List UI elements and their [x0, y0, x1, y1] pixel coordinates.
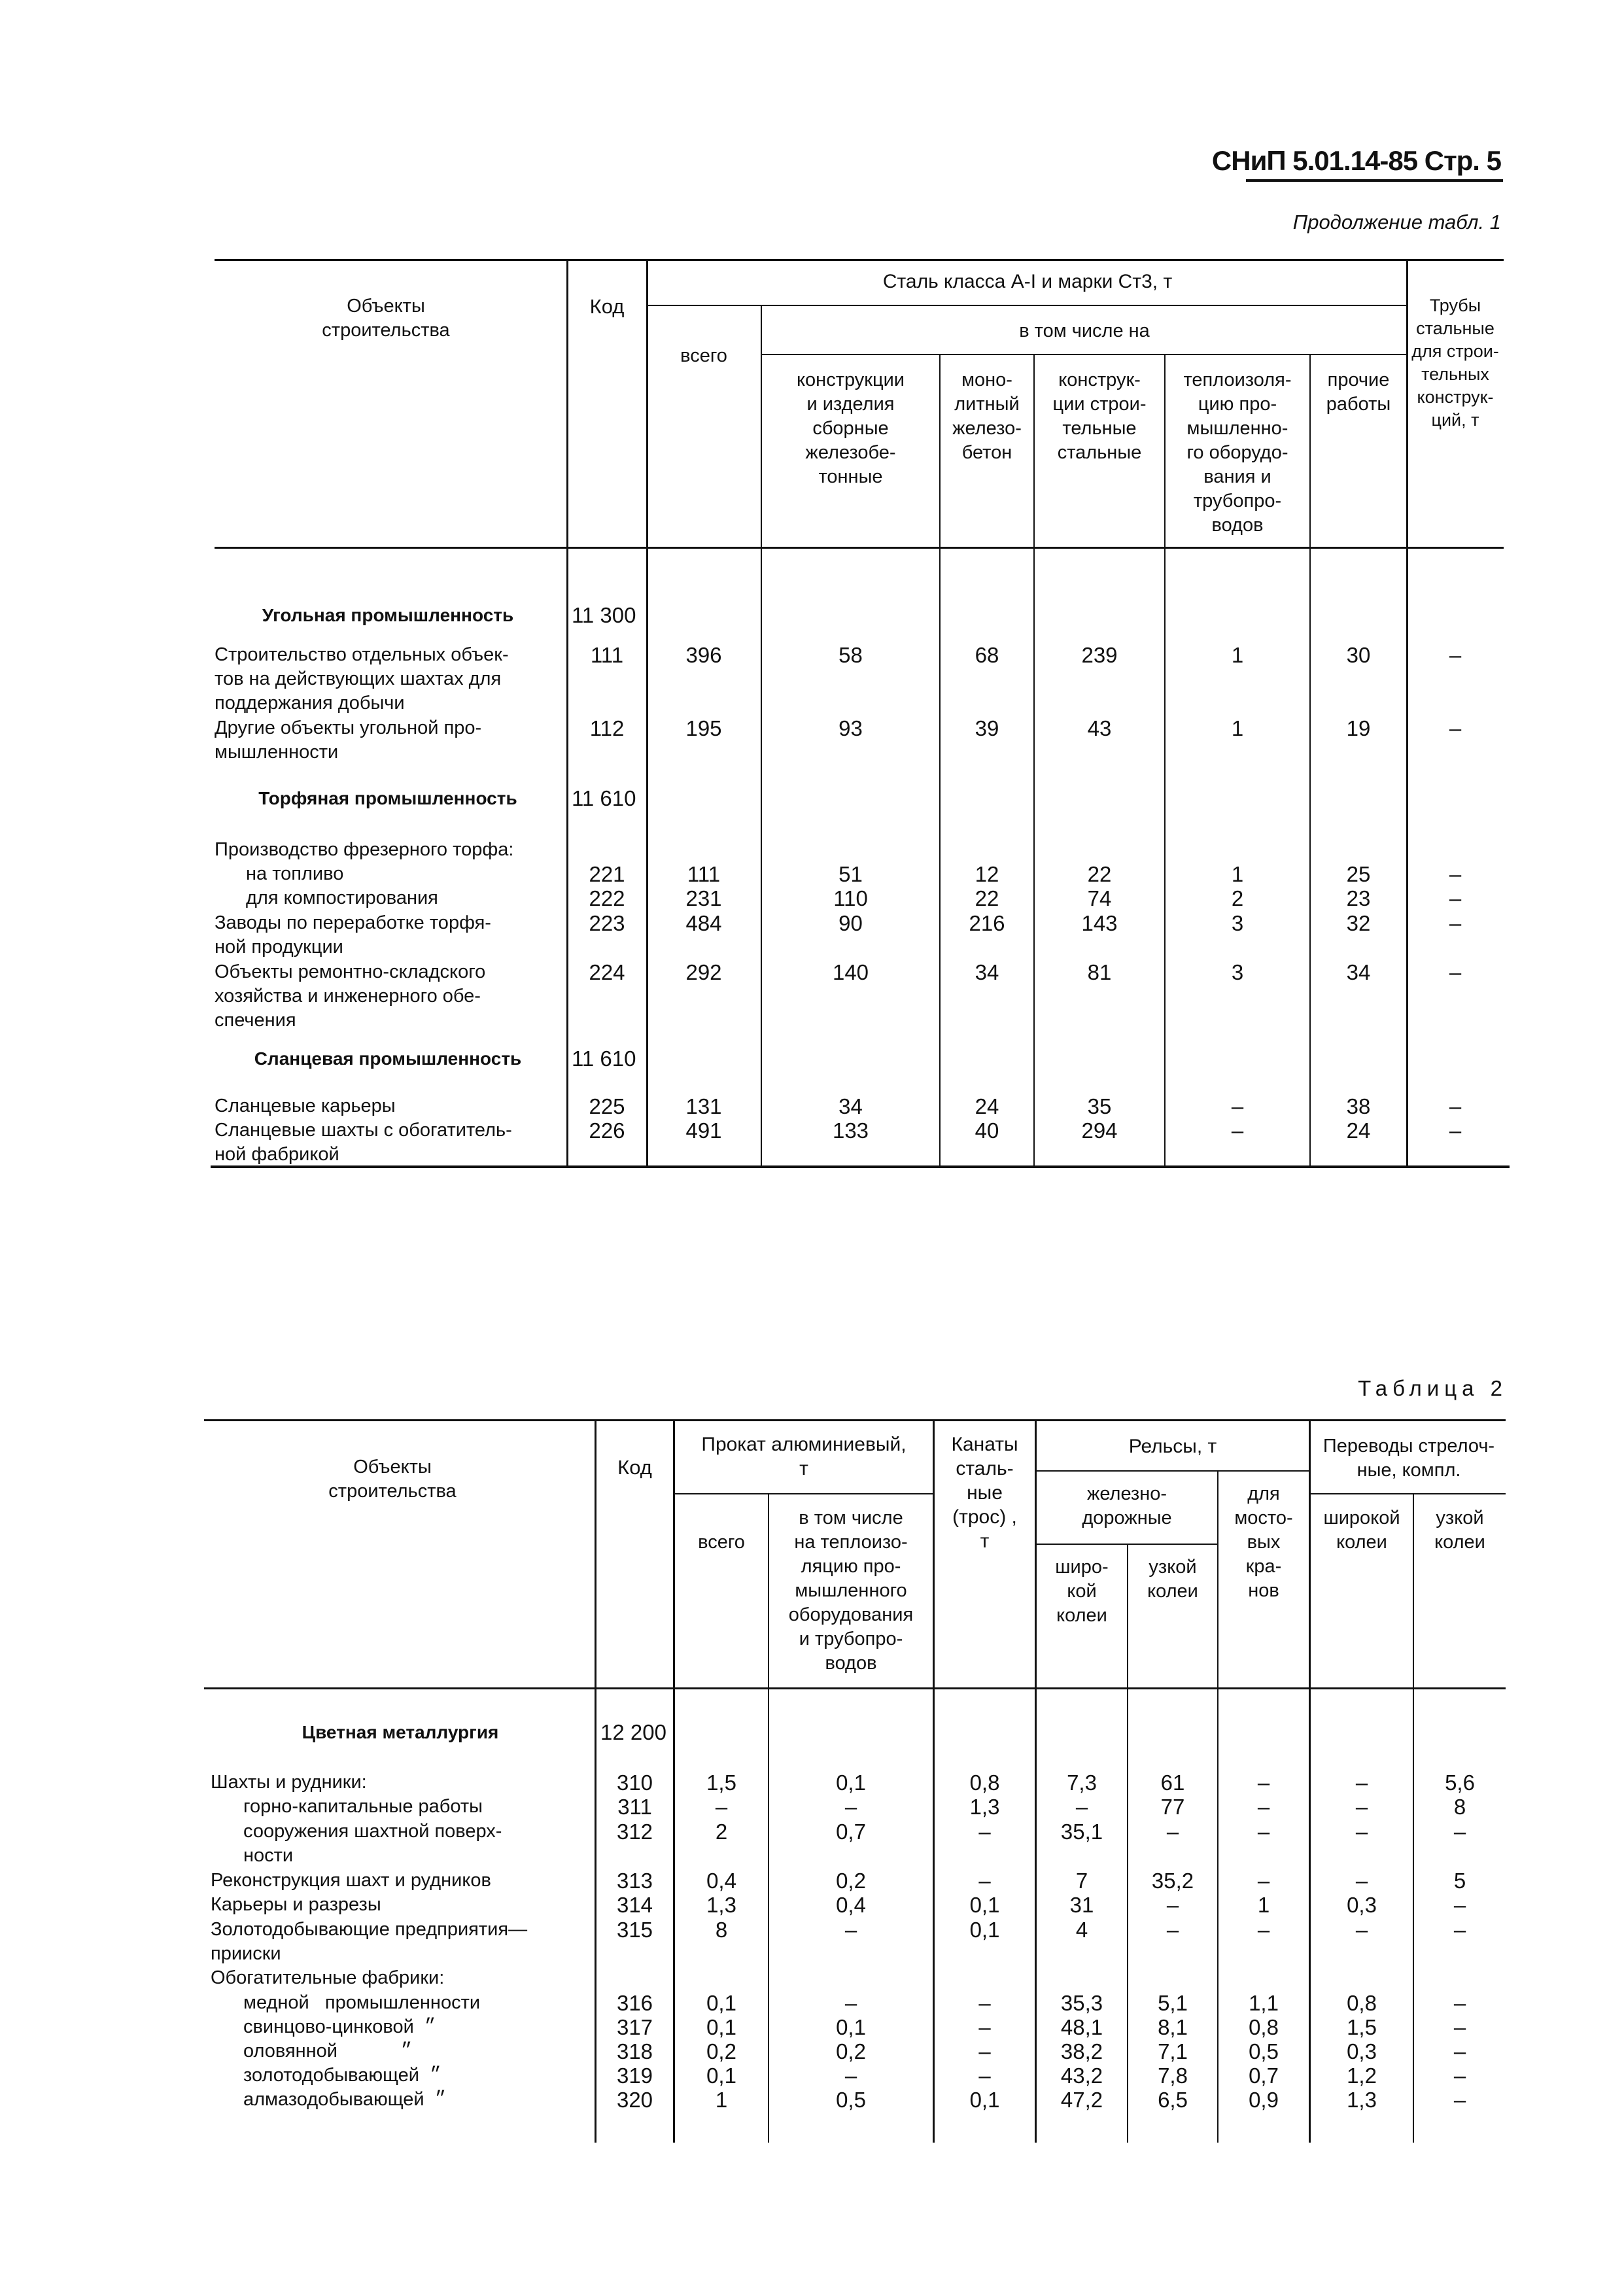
table-cell: 239 — [1081, 643, 1118, 667]
table-cell: – — [1355, 1820, 1368, 1844]
t1-header-objects: Объекты строительства — [322, 296, 450, 341]
table-cell: 24 — [1346, 1118, 1371, 1143]
table-cell: 0,8 — [969, 1770, 1000, 1795]
row-code: 112 — [589, 716, 625, 740]
table-cell: 131 — [685, 1094, 722, 1118]
table-cell: 32 — [1346, 911, 1371, 935]
row-label: на топливо — [246, 863, 344, 884]
table-cell: 8 — [1453, 1795, 1466, 1819]
table-cell: 195 — [685, 716, 722, 740]
table-cell: 0,2 — [836, 1869, 866, 1893]
row-code: 311 — [617, 1795, 652, 1819]
row-label: Сланцевые карьеры — [215, 1096, 396, 1116]
table-cell: – — [1449, 911, 1462, 935]
table-cell: 40 — [975, 1118, 999, 1143]
t2-switch-group-rule — [1309, 1493, 1506, 1494]
t1-header-sub3: конструк- ции строи- тельные стальные — [1052, 370, 1147, 463]
table-cell: 38 — [1346, 1094, 1371, 1118]
table-cell: – — [1257, 1869, 1270, 1893]
table-cell: – — [978, 2039, 991, 2063]
table-cell: 1 — [1231, 862, 1244, 886]
t2-header-rail-wide: широ- кой колеи — [1055, 1557, 1109, 1626]
table-cell: – — [1355, 1795, 1368, 1819]
table-cell: – — [1166, 1918, 1179, 1942]
table-cell: 90 — [838, 911, 863, 935]
table-cell: 25 — [1346, 862, 1371, 886]
row-code: 319 — [616, 2063, 653, 2088]
table-cell: – — [1453, 2015, 1466, 2039]
table-cell: – — [1257, 1820, 1270, 1844]
t1-header-sub2: моно- литный железо- бетон — [952, 370, 1022, 463]
section-label: Сланцевая промышленность — [254, 1048, 522, 1069]
table-cell: 0,8 — [1347, 1991, 1377, 2015]
table-cell: 0,5 — [1249, 2039, 1279, 2063]
table-cell: 23 — [1346, 886, 1371, 910]
table-cell: 3 — [1231, 911, 1244, 935]
table-cell: – — [1449, 1094, 1462, 1118]
table-cell: 5 — [1453, 1869, 1466, 1893]
table-cell: 111 — [687, 862, 721, 886]
table-cell: – — [1453, 1991, 1466, 2015]
table-cell: 0,2 — [706, 2039, 736, 2063]
table-cell: 51 — [838, 862, 863, 886]
row-label: алмазодобывающей ״ — [243, 2089, 447, 2110]
table-cell: 5,6 — [1445, 1770, 1475, 1795]
t2-header-rail-crane: для мосто- вых кра- нов — [1234, 1483, 1293, 1601]
row-label: для компостирования — [246, 888, 438, 908]
t2-header-code: Код — [617, 1456, 652, 1479]
table-cell: – — [1453, 1918, 1466, 1942]
t2-header-alu-total: всего — [698, 1532, 745, 1553]
table-cell: 1 — [1231, 716, 1244, 740]
row-label: Шахты и рудники: — [211, 1772, 367, 1793]
table-cell: 6,5 — [1158, 2088, 1188, 2112]
table-cell: – — [1449, 1118, 1462, 1143]
t2-header-switch-wide: широкой колеи — [1323, 1508, 1400, 1553]
table-cell: 58 — [838, 643, 863, 667]
table-cell: 133 — [832, 1118, 869, 1143]
table-cell: 34 — [1346, 960, 1371, 984]
table-cell: – — [978, 1991, 991, 2015]
row-label: золотодобывающей ״ — [243, 2065, 441, 2086]
table-cell: 38,2 — [1060, 2039, 1103, 2063]
row-code: 222 — [589, 886, 625, 910]
document-reference: СНиП 5.01.14-85 Стр. 5 — [1211, 145, 1501, 176]
table-cell: 0,9 — [1249, 2088, 1279, 2112]
table-cell: – — [1453, 1893, 1466, 1917]
table-cell: 143 — [1081, 911, 1118, 935]
row-code: 226 — [589, 1118, 625, 1143]
row-code: 313 — [616, 1869, 653, 1893]
table-cell: 2 — [1231, 886, 1244, 910]
table-cell: 0,5 — [836, 2088, 866, 2112]
t1-header-sub1: конструкции и изделия сборные железобе- тонные — [797, 370, 905, 487]
row-code: 223 — [589, 911, 625, 935]
row-code: 11 610 — [572, 786, 636, 810]
t2-caption: Таблица 2 — [1358, 1376, 1508, 1400]
table-cell: 1,1 — [1249, 1991, 1279, 2015]
table-cell: 0,1 — [836, 1770, 866, 1795]
table-cell: 68 — [975, 643, 999, 667]
table-cell: 294 — [1081, 1118, 1118, 1143]
row-label: свинцово-цинковой ״ — [243, 2016, 436, 2037]
row-code: 318 — [616, 2039, 653, 2063]
row-code: 11 610 — [572, 1046, 636, 1071]
table-cell: 34 — [975, 960, 999, 984]
t2-header-alu-group: Прокат алюминиевый, т — [701, 1434, 907, 1479]
table-cell: – — [715, 1795, 728, 1819]
t2-header-objects: Объекты строительства — [328, 1457, 457, 1502]
table-cell: – — [1449, 643, 1462, 667]
table-cell: 0,1 — [969, 1918, 1000, 1942]
table-cell: 0,1 — [969, 2088, 1000, 2112]
table-cell: – — [1449, 960, 1462, 984]
table-cell: – — [1231, 1094, 1244, 1118]
t1-header-sub4: теплоизоля- цию про- мышленно- го оборудо- вания и трубопро- водов — [1183, 370, 1292, 536]
t1-header-code: Код — [589, 295, 625, 318]
table-cell: – — [978, 2063, 991, 2088]
table-cell: – — [1453, 2039, 1466, 2063]
table-cell: – — [844, 1795, 857, 1819]
t1-header-sub5: прочие работы — [1326, 370, 1391, 415]
section-label: Угольная промышленность — [262, 605, 514, 625]
table-cell: 1,3 — [706, 1893, 736, 1917]
t1-header-total: всего — [680, 345, 727, 366]
table-cell: 8 — [715, 1918, 728, 1942]
t2-header-rails-group: Рельсы, т — [1128, 1436, 1217, 1457]
table-cell: 4 — [1075, 1918, 1088, 1942]
table-cell: 484 — [685, 911, 722, 935]
table-cell: – — [1449, 862, 1462, 886]
table-cell: 35,3 — [1060, 1991, 1103, 2015]
row-label: Объекты ремонтно-складского хозяйства и инженерного обе- спечения — [215, 961, 486, 1031]
table-cell: 7 — [1075, 1869, 1088, 1893]
table-cell: 61 — [1160, 1770, 1185, 1795]
row-code: 12 200 — [600, 1720, 666, 1744]
table-cell: – — [1453, 1820, 1466, 1844]
table-cell: 491 — [685, 1118, 722, 1143]
table-cell: – — [1257, 1770, 1270, 1795]
table-cell: 39 — [975, 716, 999, 740]
row-label: медной промышленности — [243, 1992, 481, 2013]
table-cell: – — [978, 2015, 991, 2039]
t2-alu-group-rule — [674, 1493, 933, 1494]
row-code: 224 — [589, 960, 625, 984]
table-cell: 0,7 — [1249, 2063, 1279, 2088]
table-cell: 24 — [975, 1094, 999, 1118]
table-cell: 34 — [838, 1094, 863, 1118]
t2-header-switch-group: Переводы стрелоч- ные, компл. — [1322, 1436, 1495, 1481]
table-cell: 216 — [969, 911, 1005, 935]
row-label: Строительство отдельных объек- тов на действующих шахтах для поддержания добычи — [215, 644, 509, 714]
row-code: 314 — [616, 1893, 653, 1917]
table-cell: 1,2 — [1347, 2063, 1377, 2088]
row-code: 315 — [616, 1918, 653, 1942]
table-cell: 231 — [685, 886, 722, 910]
table-cell: 0,1 — [706, 2015, 736, 2039]
table-cell: 22 — [1087, 862, 1112, 886]
table-cell: 93 — [838, 716, 863, 740]
table-cell: 0,4 — [706, 1869, 736, 1893]
table-cell: 0,3 — [1347, 2039, 1377, 2063]
table-cell: – — [1257, 1918, 1270, 1942]
table-cell: – — [1449, 716, 1462, 740]
table-cell: 0,4 — [836, 1893, 866, 1917]
table-cell: – — [1449, 886, 1462, 910]
t1-header-steel-group: Сталь класса A-I и марки Ст3, т — [882, 271, 1173, 292]
table-cell: 77 — [1160, 1795, 1185, 1819]
row-label: Золотодобывающие предприятия— прииски — [211, 1919, 528, 1964]
row-code: 111 — [590, 643, 624, 667]
table-cell: 2 — [715, 1820, 728, 1844]
t1-header-pipes: Трубы стальные для строи- тельных конструк- ций, т — [1411, 296, 1499, 430]
table-cell: – — [1166, 1893, 1179, 1917]
table-cell: 19 — [1346, 716, 1371, 740]
table-cell: – — [1075, 1795, 1088, 1819]
table-cell: 292 — [685, 960, 722, 984]
section-label: Торфяная промышленность — [258, 788, 517, 808]
section-label: Цветная металлургия — [302, 1722, 499, 1742]
table-cell: 8,1 — [1158, 2015, 1188, 2039]
table-cell: 31 — [1069, 1893, 1094, 1917]
table-cell: 22 — [975, 886, 999, 910]
table-cell: 140 — [832, 960, 869, 984]
table-cell: 0,7 — [836, 1820, 866, 1844]
row-label: Карьеры и разрезы — [211, 1894, 381, 1915]
row-code: 310 — [616, 1770, 653, 1795]
table-cell: 1,5 — [1347, 2015, 1377, 2039]
table-cell: 0,3 — [1347, 1893, 1377, 1917]
table-cell: 1 — [715, 2088, 728, 2112]
table-cell: – — [1166, 1820, 1179, 1844]
table-cell: – — [1355, 1770, 1368, 1795]
row-code: 11 300 — [572, 603, 636, 627]
row-label: горно-капитальные работы — [243, 1796, 483, 1817]
table-cell: – — [844, 2063, 857, 2088]
table-cell: – — [1453, 2063, 1466, 2088]
table-cell: – — [844, 1991, 857, 2015]
table-cell: 1 — [1257, 1893, 1270, 1917]
table-cell: 74 — [1087, 886, 1112, 910]
table-cell: 1 — [1231, 643, 1244, 667]
row-code: 225 — [589, 1094, 625, 1118]
table-cell: 5,1 — [1158, 1991, 1188, 2015]
table-cell: 1,3 — [1347, 2088, 1377, 2112]
t1-header-including: в том числе на — [1019, 320, 1150, 341]
table-cell: 3 — [1231, 960, 1244, 984]
t2-header-switch-narrow: узкой колеи — [1434, 1508, 1485, 1553]
table-cell: 0,1 — [706, 1991, 736, 2015]
row-code: 221 — [589, 862, 625, 886]
table-cell: 0,1 — [706, 2063, 736, 2088]
row-label: Обогатительные фабрики: — [211, 1967, 445, 1988]
table-cell: 7,1 — [1158, 2039, 1188, 2063]
row-label: Другие объекты угольной про- мышленности — [215, 717, 482, 763]
table-cell: 7,8 — [1158, 2063, 1188, 2088]
table-cell: 1,5 — [706, 1770, 736, 1795]
table-cell: 35 — [1087, 1094, 1112, 1118]
t2-header-alu-incl: в том числе на теплоизо- ляцию про- мышленного оборудования и трубопро- водов — [788, 1508, 914, 1674]
table-cell: – — [844, 1918, 857, 1942]
table-cell: 0,1 — [836, 2015, 866, 2039]
row-code: 320 — [616, 2088, 653, 2112]
table-cell: 0,2 — [836, 2039, 866, 2063]
table-cell: 30 — [1346, 643, 1371, 667]
table-cell: – — [1355, 1918, 1368, 1942]
table-cell: 47,2 — [1060, 2088, 1103, 2112]
t2-header-ropes: Канаты сталь- ные (трос) , т — [951, 1434, 1018, 1552]
table-cell: 396 — [685, 643, 722, 667]
table-cell: 0,1 — [969, 1893, 1000, 1917]
table-cell: – — [1453, 2088, 1466, 2112]
row-label: оловянной ״ — [243, 2041, 413, 2062]
row-label: Сланцевые шахты с обогатитель- ной фабрикой — [215, 1120, 512, 1165]
table-cell: 81 — [1087, 960, 1112, 984]
row-code: 317 — [616, 2015, 653, 2039]
row-label: Производство фрезерного торфа: — [215, 839, 514, 860]
row-code: 316 — [616, 1991, 653, 2015]
table-cell: 1,3 — [969, 1795, 1000, 1819]
table-cell: 12 — [975, 862, 999, 886]
table-cell: 110 — [833, 886, 868, 910]
table-cell: 48,1 — [1060, 2015, 1103, 2039]
t2-rails-group-rule — [1036, 1470, 1309, 1472]
row-label: Реконструкция шахт и рудников — [211, 1870, 491, 1891]
table-cell: 0,8 — [1249, 2015, 1279, 2039]
t2-header-rail-narrow: узкой колеи — [1147, 1557, 1198, 1602]
table-cell: 35,2 — [1151, 1869, 1194, 1893]
table-cell: – — [978, 1820, 991, 1844]
continuation-label: Продолжение табл. 1 — [1292, 211, 1501, 233]
row-label: Заводы по переработке торфя- ной продукции — [215, 912, 491, 958]
row-label: сооружения шахтной поверх- ности — [243, 1821, 502, 1866]
t2-header-rail-group: железно- дорожные — [1082, 1483, 1172, 1528]
table-cell: – — [1231, 1118, 1244, 1143]
table-cell: – — [1355, 1869, 1368, 1893]
table-cell: – — [1257, 1795, 1270, 1819]
table-cell: – — [978, 1869, 991, 1893]
table-cell: 43 — [1087, 716, 1112, 740]
table-cell: 35,1 — [1060, 1820, 1103, 1844]
table-cell: 7,3 — [1067, 1770, 1097, 1795]
table-cell: 43,2 — [1060, 2063, 1103, 2088]
row-code: 312 — [616, 1820, 653, 1844]
